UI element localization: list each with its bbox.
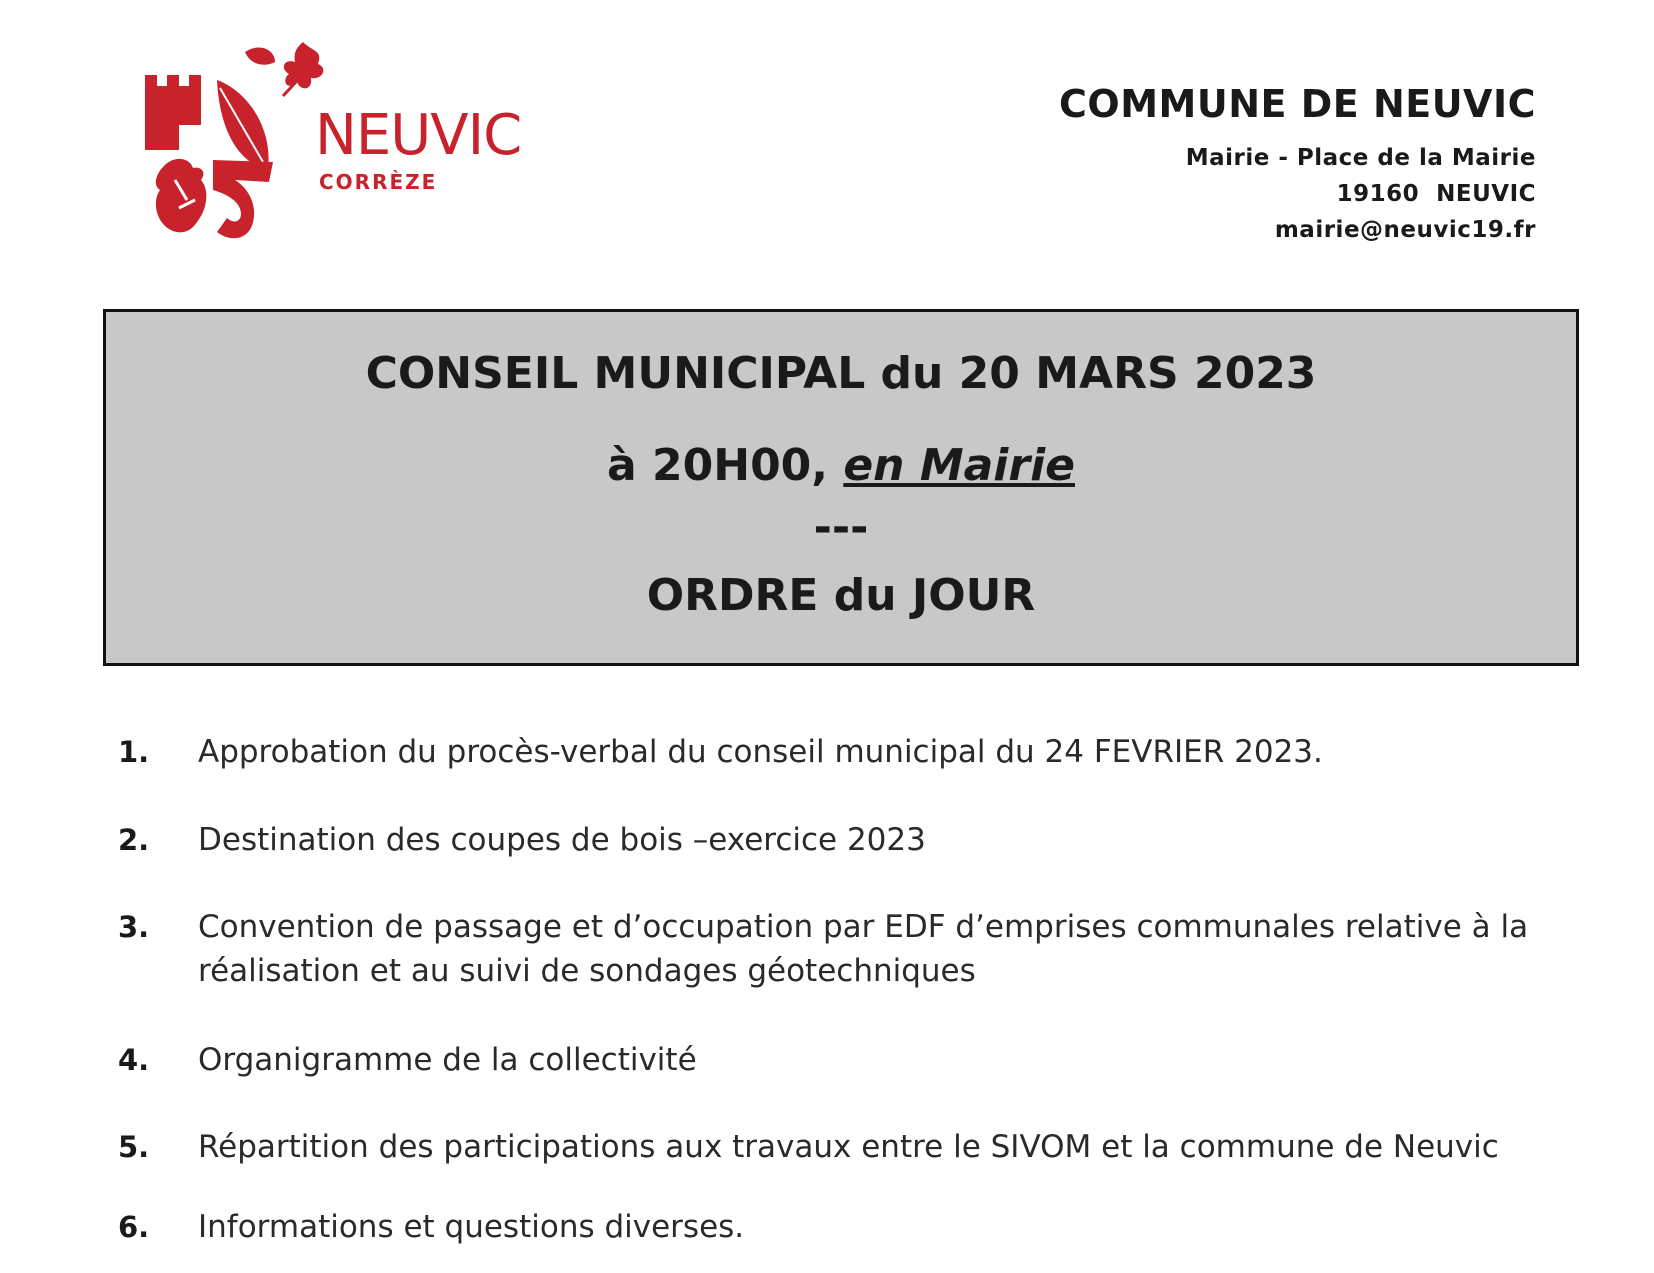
commune-header [1059,82,1536,248]
commune-name: COMMUNE DE NEUVIC [1059,82,1536,126]
agenda-item-text: Informations et questions diverses. [198,1209,745,1245]
agenda-item-number: 2. [118,823,150,857]
meeting-time-line [106,440,1576,491]
agenda-item-text: Approbation du procès-verbal du conseil municipal du 24 FEVRIER 2023. [198,734,1323,770]
meeting-place: en Mairie [843,440,1075,491]
agenda-item-number: 1. [118,735,150,769]
agenda-item-text: Convention de passage et d’occupation par EDF d’emprises communales relative à la réalisation et au suivi de sondages géotechniques [198,909,1529,989]
logo-region: CORRÈZE [319,170,438,194]
meeting-title: CONSEIL MUNICIPAL du 20 MARS 2023 [365,348,1317,399]
meeting-time: à 20H00, [607,440,844,491]
agenda-item-number: 4. [118,1043,150,1077]
agenda-item-text: Organigramme de la collectivité [198,1042,697,1078]
agenda-item-number: 6. [118,1210,150,1244]
commune-address-line1: Mairie - Place de la Mairie [1185,145,1536,171]
banner-separator: --- [813,502,869,553]
neuvic-logo [135,30,545,290]
agenda-heading: ORDRE du JOUR [646,570,1036,621]
commune-address-line2: 19160 NEUVIC [1336,181,1536,207]
agenda-item-number: 3. [118,910,150,944]
commune-email[interactable]: mairie@neuvic19.fr [1274,217,1536,243]
agenda-item-text: Destination des coupes de bois –exercice 2023 [198,822,926,858]
agenda-item-text: Répartition des participations aux travaux entre le SIVOM et la commune de Neuvic [198,1129,1499,1165]
logo-text [315,103,522,194]
meeting-banner [103,309,1579,666]
logo-name: NEUVIC [315,103,522,168]
agenda-item-number: 5. [118,1130,150,1164]
